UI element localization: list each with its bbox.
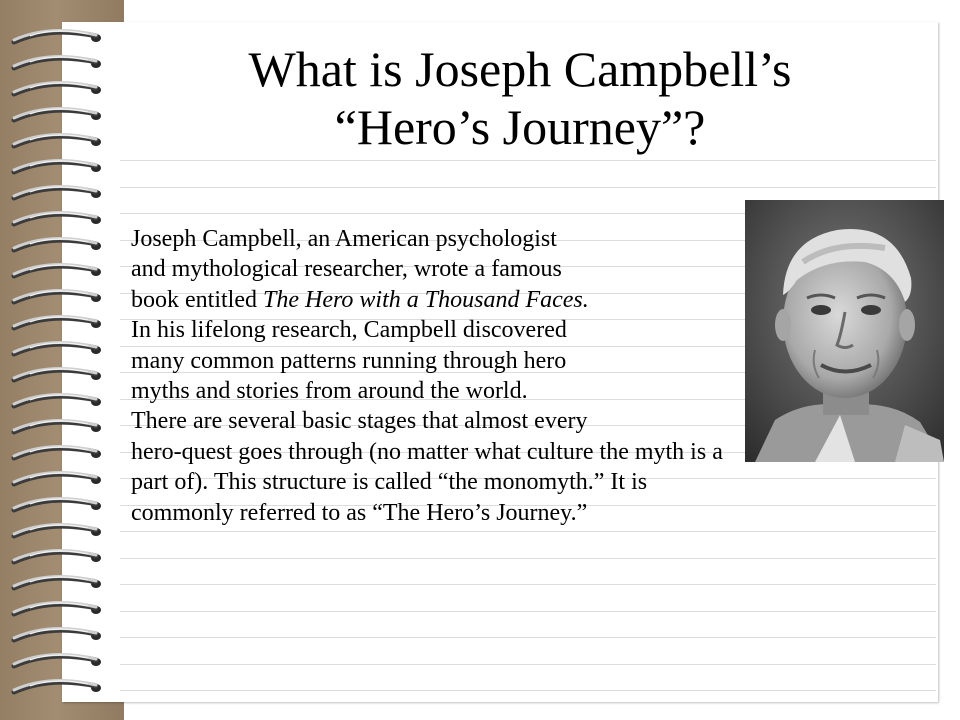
ruled-line: [120, 664, 936, 665]
body-line-5: many common patterns running through hero: [131, 347, 567, 374]
spiral-ring: [14, 83, 101, 94]
portrait-photo-icon: [745, 200, 944, 462]
title-line-2: “Hero’s Journey”?: [334, 99, 706, 155]
spiral-ring: [14, 291, 101, 302]
spiral-ring: [14, 135, 101, 146]
spiral-ring: [14, 187, 101, 198]
body-line-1: Joseph Campbell, an American psychologist: [131, 226, 557, 252]
spiral-ring: [14, 395, 101, 406]
spiral-ring: [14, 577, 101, 588]
spiral-ring: [14, 161, 101, 172]
body-line-10: commonly referred to as “The Hero’s Journey.”: [131, 499, 588, 526]
spiral-ring: [14, 31, 101, 42]
spiral-ring: [14, 551, 101, 562]
spiral-ring: [14, 213, 101, 224]
spiral-ring: [14, 655, 101, 666]
body-line-2: and mythological researcher, wrote a famous: [131, 256, 562, 283]
slide-title: [180, 40, 860, 156]
spiral-ring: [14, 603, 101, 614]
spiral-ring: [14, 681, 101, 692]
title-line-1: What is Joseph Campbell’s: [248, 41, 792, 97]
spiral-ring: [14, 369, 101, 380]
ruled-line: [120, 637, 936, 638]
ruled-line: [120, 611, 936, 612]
spiral-binding-icon: [0, 0, 124, 720]
ruled-line: [120, 187, 936, 188]
ruled-line: [120, 584, 936, 585]
portrait-photo-graphic: [745, 200, 944, 462]
body-line-8: hero-quest goes through (no matter what culture the myth is a: [131, 438, 723, 465]
spiral-ring: [14, 239, 101, 250]
spiral-ring: [14, 57, 101, 68]
spiral-ring: [14, 473, 101, 484]
spiral-ring: [14, 109, 101, 120]
body-line-4: In his lifelong research, Campbell discovered: [131, 317, 567, 344]
body-line-9: part of). This structure is called “the monomyth.” It is: [131, 469, 648, 496]
ruled-line: [120, 558, 936, 559]
spiral-ring: [14, 421, 101, 432]
spiral-ring: [14, 499, 101, 510]
spiral-ring: [14, 343, 101, 354]
ruled-line: [120, 531, 936, 532]
spiral-ring: [14, 629, 101, 640]
body-line-7: There are several basic stages that almost every: [131, 408, 588, 435]
spiral-ring: [14, 525, 101, 536]
ruled-line: [120, 160, 936, 161]
spiral-ring: [14, 265, 101, 276]
body-line-3-text: book entitled: [131, 286, 263, 313]
spiral-ring: [14, 317, 101, 328]
body-line-6: myths and stories from around the world.: [131, 378, 528, 405]
ruled-line: [120, 690, 936, 691]
spiral-ring: [14, 447, 101, 458]
book-title: The Hero with a Thousand Faces.: [262, 286, 589, 313]
